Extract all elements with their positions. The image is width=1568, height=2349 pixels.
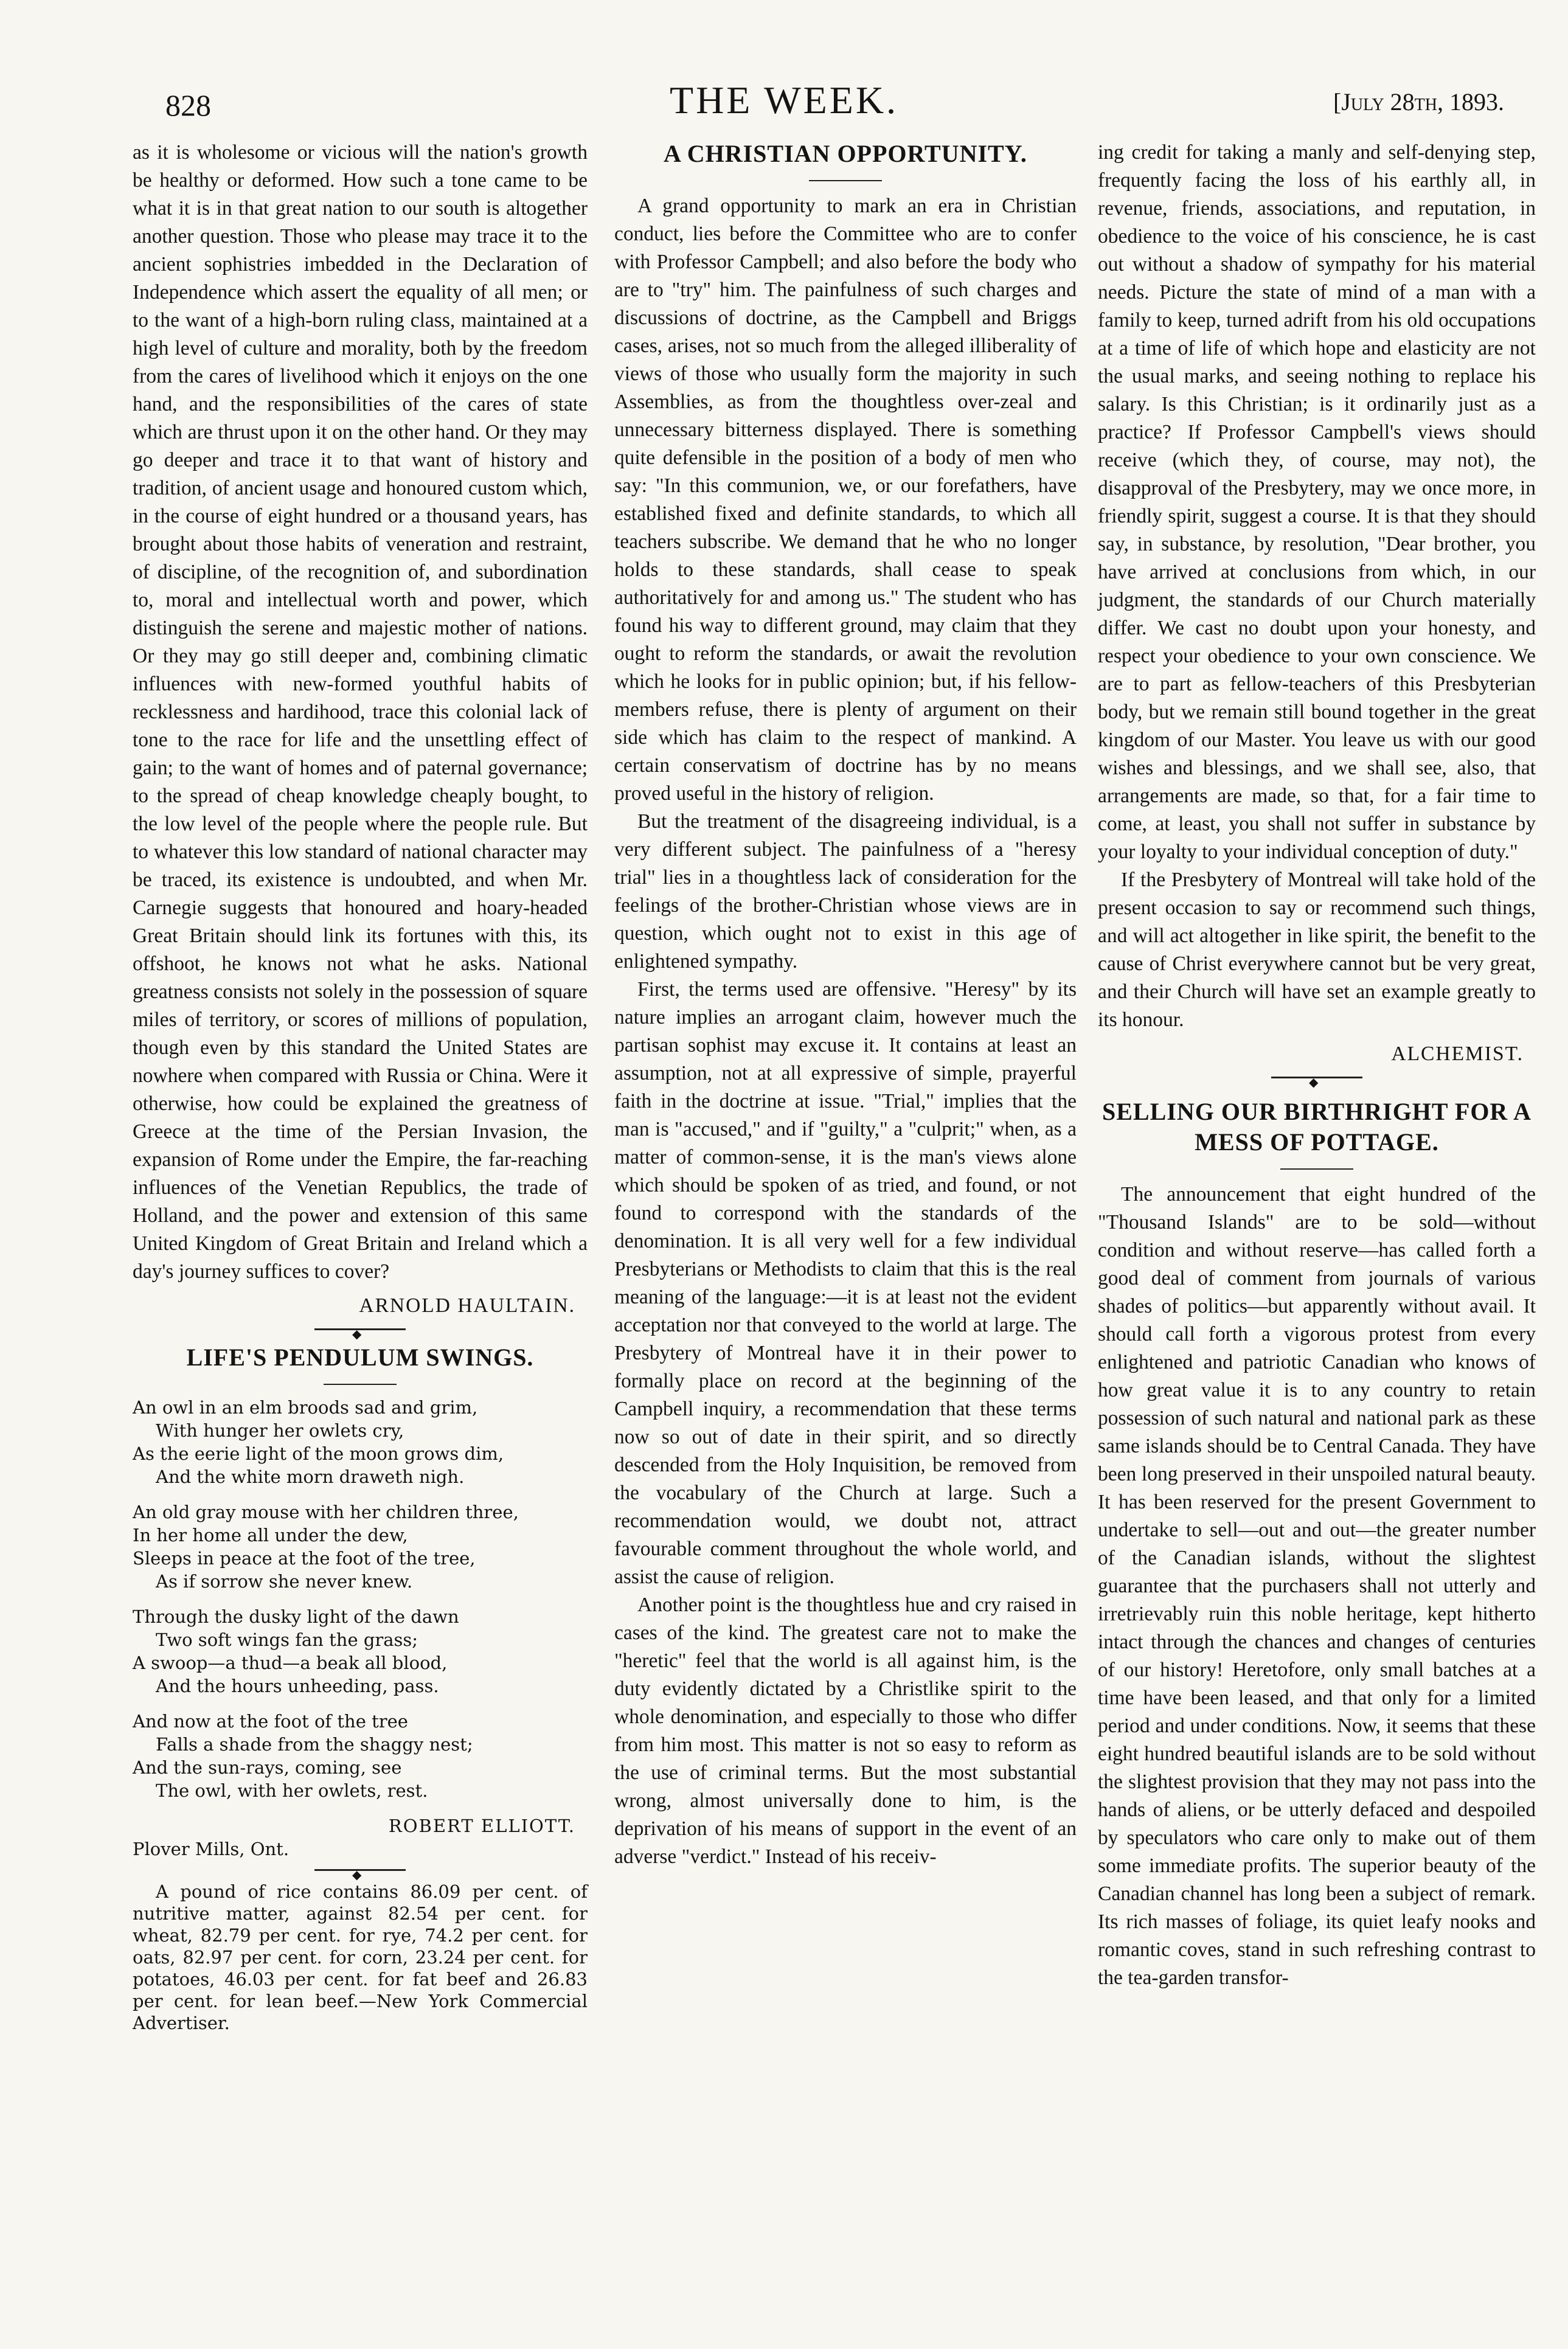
title-rule xyxy=(1280,1168,1353,1170)
article-paragraph: Another point is the thoughtless hue and cry raised in cases of the kind. The greatest care not to make the "heretic" feel that the world is all against him, is the duty evidently dictated by a Christlike spirit to the whole denomination, and especially to those who differ from him most. This matter is not so easy to reform as the use of criminal terms. But the most substantial wrong, almost universally done to him, is the deprivation of his means of support in the event of an adverse "verdict." Instead of his receiv- xyxy=(614,1594,1077,1868)
poem-line: Sleeps in peace at the foot of the tree, xyxy=(133,1548,476,1569)
title-rule xyxy=(809,180,882,181)
column-1 xyxy=(133,139,588,2034)
poem-stanza xyxy=(133,1605,588,1698)
poem-line: And now at the foot of the tree xyxy=(133,1711,408,1732)
author-signature: ARNOLD HAULTAIN. xyxy=(359,1294,575,1317)
article-paragraph: But the treatment of the disagreeing individual, is a very different subject. The painfulness of a "heresy trial" lies in a thoughtless lack of consideration for the feelings of the brother-Christian whose views are in question, which ought not to exist in this age of enlightened sympathy. xyxy=(614,810,1077,973)
article-title: SELLING OUR BIRTHRIGHT FOR A MESS OF POTTAGE. xyxy=(1101,1098,1532,1156)
poem-signature: ROBERT ELLIOTT. xyxy=(388,1816,575,1836)
author-signature: ALCHEMIST. xyxy=(1391,1043,1524,1065)
article-continuation: ing credit for taking a manly and self-denying step, frequently facing the loss of his earthly all, in revenue, friends, associations, and reputation, in obedience to the voice of his conscience, he is cast out without a shadow of sympathy for his material needs. Picture the state of mind of a man with a family to keep, turned adrift from his old occupations at a time of life of which hope and elasticity are not the usual marks, and seeing nothing to replace his salary. Is this Christian; is it ordinarily just as a practice? If Professor Campbell's views should receive (which they, of course, may not), the disapproval of the Presbytery, may we once more, in friendly spirit, suggest a course. It is that they should say, in substance, by resolution, "Dear brother, you have arrived at conclusions from which, in our judgment, the standards of our Church materially differ. We cast no doubt upon your honesty, and respect your obedience to your own conscience. We are to part as fellow-teachers of this Presbyterian body, but we remain still bound together in the great kingdom of our Master. You leave us with our good wishes and blessings, and we shall see, also, that arrangements are made, so that, for a fair time to come, at least, you shall not suffer in substance by your loyalty to your individual conception of duty." xyxy=(1098,141,1536,863)
poem-line: And the hours unheeding, pass. xyxy=(156,1676,439,1696)
article-paragraph: A grand opportunity to mark an era in Christian conduct, lies before the Committee who are to confer with Professor Campbell; and also before the body who are to "try" him. The painfulness of such charges and discussions of doctrine, as the Campbell and Briggs cases, arises, not so much from the alleged illiberality of views of those who usually form the majority in such Assemblies, as from the thoughtless over-zeal and unnecessary bitterness displayed. There is something quite defensible in the position of a body of men who say: "In this communion, we, or our forefathers, have established fixed and definite standards, to which all teachers subscribe. We demand that he who no longer holds to these standards, shall cease to speak authoritatively for and among us." The student who has found his way to different ground, may claim that they ought to reform the standards, or await the revolution which he looks for in public opinion; but, if his fellow-members refuse, there is plenty of argument on their side which has claim to the respect of mankind. A certain conservatism of doctrine has by no means proved useful in the history of religion. xyxy=(614,195,1077,805)
poem-stanza xyxy=(133,1710,588,1802)
poem-line: With hunger her owlets cry, xyxy=(156,1420,404,1441)
title-rule xyxy=(324,1384,397,1385)
poem xyxy=(133,1396,588,1861)
poem-line: In her home all under the dew, xyxy=(133,1525,408,1546)
page-number: 828 xyxy=(165,88,211,122)
column-3 xyxy=(1098,139,1536,1992)
article-title: A CHRISTIAN OPPORTUNITY. xyxy=(664,140,1027,167)
poem-line: As if sorrow she never knew. xyxy=(156,1571,413,1592)
poem-line: The owl, with her owlets, rest. xyxy=(156,1780,428,1801)
poem-line: A swoop—a thud—a beak all blood, xyxy=(133,1653,448,1673)
section-divider xyxy=(1271,1077,1362,1078)
poem-line: An owl in an elm broods sad and grim, xyxy=(133,1397,478,1418)
poem-place: Plover Mills, Ont. xyxy=(133,1839,290,1859)
article-paragraph: First, the terms used are offensive. "Heresy" by its nature implies an arrogant claim, however much the partisan sophist may excuse it. It contains at least an assumption, not at all expressive of simple, prayerful faith in the doctrine at issue. "Trial," implies that the man is "accused," and if "guilty," a "culprit;" when, as a matter of common-sense, it is the man's views alone which should be spoken of as tried, and found, or not found to correspond with the standards of the denomination. It is all very well for a few individual Presbyterians or Methodists to claim that this is the real meaning of the language:—it is at least not the evident acceptation nor that conveyed to the world at large. The Presbytery of Montreal have it in their power to formally place on record at the beginning of the Campbell inquiry, a recommendation that these terms now so out of date in their spirit, and so directly descended from the Holy Inquisition, be removed from the vocabulary of the Church at large. Such a recommendation would, we doubt not, attract favourable comment throughout the whole world, and assist the cause of religion. xyxy=(614,978,1077,1588)
poem-line: And the white morn draweth nigh. xyxy=(156,1466,465,1487)
poem-stanza xyxy=(133,1396,588,1488)
column-2 xyxy=(614,139,1077,1871)
newspaper-title: THE WEEK. xyxy=(669,78,899,122)
article-paragraph: The announcement that eight hundred of the "Thousand Islands" are to be sold—without condition and without reserve—has called forth a good deal of comment from journals of various shades of politics—but apparently without avail. It should call forth a vigorous protest from every enlightened and patriotic Canadian who knows of how great value it is to any country to retain possession of such natural and national park as these same islands should be to Central Canada. They have been long preserved in their unspoiled natural beauty. It has been reserved for the present Government to undertake to sell—out and out—the greater number of the Canadian islands, without the slightest guarantee that the purchasers shall not utterly and irretrievably ruin this noble heritage, kept hitherto intact through the chances and changes of centuries of our history! Heretofore, only small batches at a time have been leased, and that only for a limited period and under conditions. Now, it seems that these eight hundred beautiful islands are to be sold without the slightest provision that they may not pass into the hands of aliens, or be utterly defaced and despoiled by speculators who care only to make out of them some immediate profits. The superior beauty of the Canadian channel has long been a subject of remark. Its rich masses of foliage, its quiet leafy nooks and romantic coves, stand in such refreshing contrast to the tea-garden transfor- xyxy=(1098,1183,1536,1989)
poem-line: And the sun-rays, coming, see xyxy=(133,1757,402,1778)
poem-line: Falls a shade from the shaggy nest; xyxy=(156,1734,473,1755)
section-divider xyxy=(314,1869,406,1871)
article-paragraph: If the Presbytery of Montreal will take hold of the present occasion to say or recommend such things, and will act altogether in like spirit, the benefit to the cause of Christ everywhere cannot but be very great, and their Church will have set an example greatly to its honour. xyxy=(1098,869,1536,1031)
article-continuation: as it is wholesome or vicious will the nation's growth be healthy or deformed. How such a tone came to be what it is in that great nation to our south is altogether another question. Those who please may trace it to the ancient sophistries imbedded in the Declaration of Independence which assert the equality of all men; or to the want of a high-born ruling class, maintained at a high level of culture and morality, both by the freedom from the cares of livelihood which it enjoys on the one hand, and the responsibilities of the cares of state which are thrust upon it on the other hand. Or they may go deeper and trace it to that want of history and tradition, of ancient usage and honoured custom which, in the course of eight hundred or a thousand years, has brought about those habits of veneration and restraint, of discipline, of the recognition of, and subordination to, moral and intellectual worth and power, which distinguish the serene and majestic mother of nations. Or they may go still deeper and, combining climatic influences with new-formed youthful habits of recklessness and hardihood, trace this colonial lack of tone to the race for life and the unsettling effect of gain; to the want of homes and of paternal governance; to the spread of cheap knowledge cheaply bought, to the low level of the people where the people rule. But to whatever this low standard of national character may be traced, its existence is undoubted, and when Mr. Carnegie suggests that honoured and hoary-headed Great Britain should link its fortunes with this, its offshoot, he knows not what he asks. National greatness consists not solely in the possession of square miles of territory, or scores of millions of population, though even by this standard the United States are nowhere when compared with Russia or China. Were it otherwise, how could be explained the greatness of Greece at the time of the Persian Invasion, the expansion of Rome under the Empire, the far-reaching influences of the Venetian Republics, the trade of Holland, and the power and extension of this same United Kingdom of Great Britain and Ireland which a day's journey suffices to cover? xyxy=(133,141,588,1283)
poem-line: As the eerie light of the moon grows dim, xyxy=(133,1443,504,1464)
poem-stanza xyxy=(133,1501,588,1593)
issue-date: [July 28th, 1893. xyxy=(1333,88,1504,116)
poem-line: An old gray mouse with her children three, xyxy=(133,1502,519,1522)
poem-title: LIFE'S PENDULUM SWINGS. xyxy=(186,1344,534,1371)
section-divider xyxy=(314,1328,406,1330)
page-header xyxy=(0,78,1568,133)
filler-note: A pound of rice contains 86.09 per cent. of nutritive matter, against 82.54 per cent. for wheat, 82.79 per cent. for rye, 74.2 per cent. for oats, 82.97 per cent. for corn, 23.24 per cent. for potatoes, 46.03 per cent. for fat beef and 26.83 per cent. for lean beef.—New York Commercial Advertiser. xyxy=(133,1881,588,2033)
poem-line: Through the dusky light of the dawn xyxy=(133,1606,459,1627)
poem-line: Two soft wings fan the grass; xyxy=(156,1629,418,1650)
